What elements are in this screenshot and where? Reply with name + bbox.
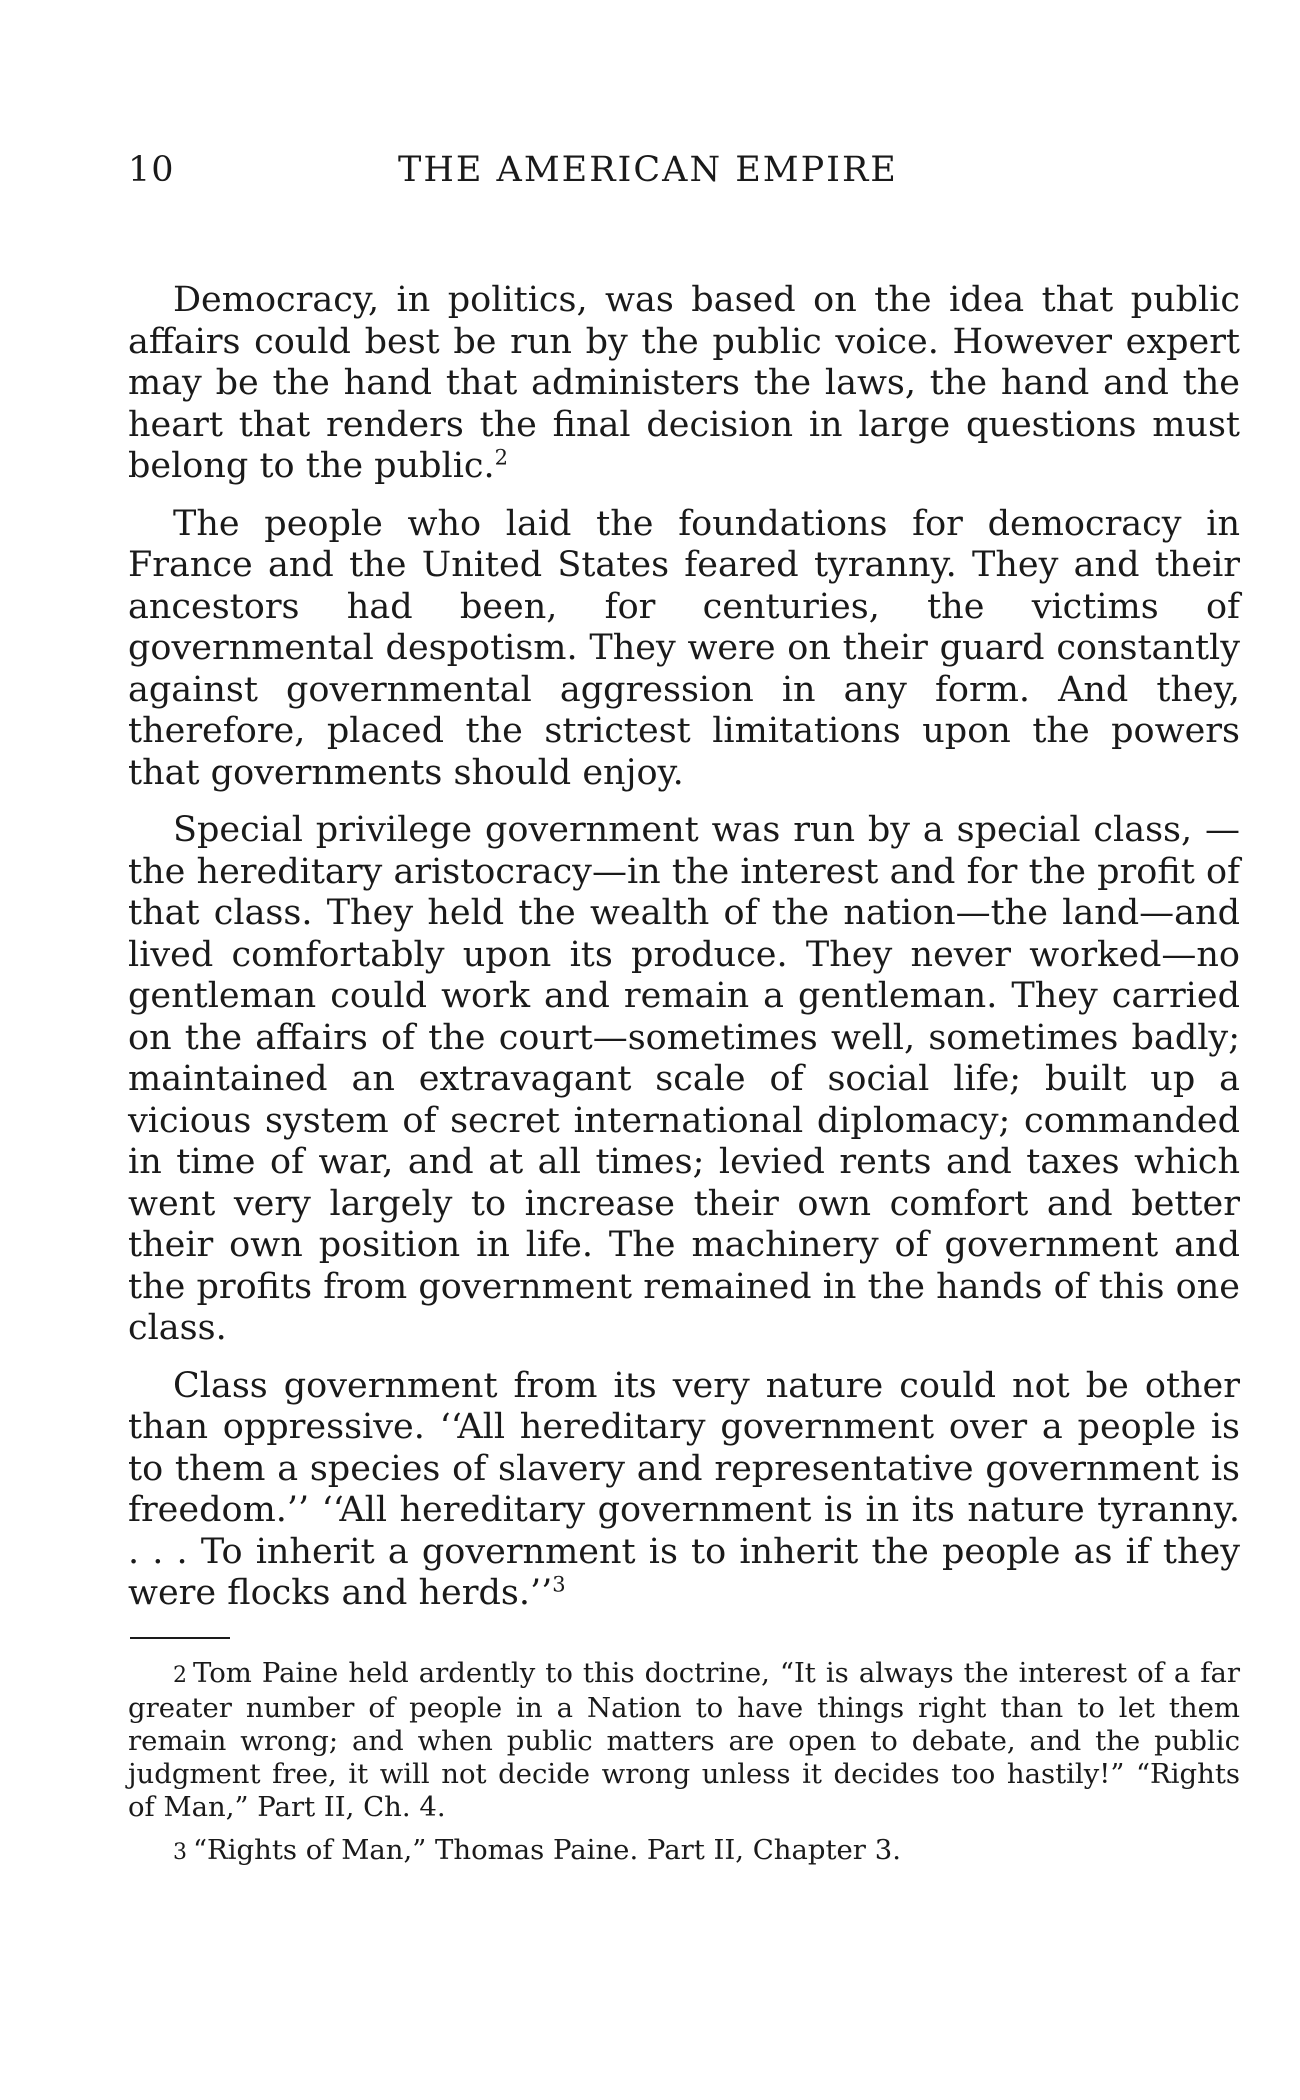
- paragraph-text: The people who laid the foundations for democracy in France and the United States feared tyranny. They and their ancestors had been, for centuries, the victims of governmental despotism. They were on their guard constantly against governmental aggression in any form. And they, therefore, placed the strictest limitations upon the powers that governments should enjoy.: [128, 503, 1240, 793]
- paragraph-tyranny: [128, 504, 1240, 795]
- paragraph-class-government: [128, 1366, 1240, 1615]
- footnotes: [128, 1657, 1240, 1869]
- paragraph-text: Class government from its very nature could not be other than oppressive. ‘‘All hereditary government over a people is to them a species of slavery and representative government is freedom.’’ ‘‘All hereditary government is in its nature tyranny. . . . To inherit a government is to inherit the people as if they were flocks and herds.’’: [128, 1365, 1240, 1613]
- footnote-marker: 2: [173, 1662, 187, 1688]
- footnote-rule: [130, 1637, 230, 1639]
- body-text: [128, 280, 1240, 1615]
- footnote-item: [128, 1834, 1240, 1869]
- page-number: 10: [128, 150, 175, 190]
- footnote-reference: 2: [494, 445, 509, 470]
- running-title: THE AMERICAN EMPIRE: [398, 150, 898, 190]
- footnote-reference: 3: [552, 1572, 566, 1597]
- paragraph-special-privilege: [128, 810, 1240, 1350]
- footnote-text: Tom Paine held ardently to this doctrine, “It is always the interest of a far greater number of people in a Nation to have things right than to let them remain wrong; and when public matters are open to debate, and the public judgment free, it will not decide wrong unless it decides too hastily!” “Rights of Man,” Part II, Ch. 4.: [128, 1656, 1240, 1823]
- paragraph-text: Special privilege government was run by a special class, —the hereditary aristocracy—in the interest and for the profit of that class. They held the wealth of the nation—the land—and lived comfortably upon its produce. They never worked—no gentleman could work and remain a gentleman. They carried on the affairs of the court—sometimes well, sometimes badly; maintained an extravagant scale of social life; built up a vicious system of secret international diplomacy; commanded in time of war, and at all times; levied rents and taxes which went very largely to increase their own comfort and better their own position in life. The machinery of government and the profits from government remained in the hands of this one class.: [128, 810, 1240, 1348]
- book-page: [128, 140, 1240, 2080]
- footnote-item: [128, 1657, 1240, 1824]
- paragraph-democracy: [128, 280, 1240, 488]
- footnote-marker: 3: [173, 1839, 187, 1865]
- paragraph-text: Democracy, in politics, was based on the idea that public affairs could best be run by the public voice. However expert may be the hand that administers the laws, the hand and the heart that renders the final decision in large questions must belong to the public.: [128, 280, 1240, 486]
- footnote-text: “Rights of Man,” Thomas Paine. Part II, Chapter 3.: [193, 1833, 901, 1866]
- running-head: [128, 140, 1240, 200]
